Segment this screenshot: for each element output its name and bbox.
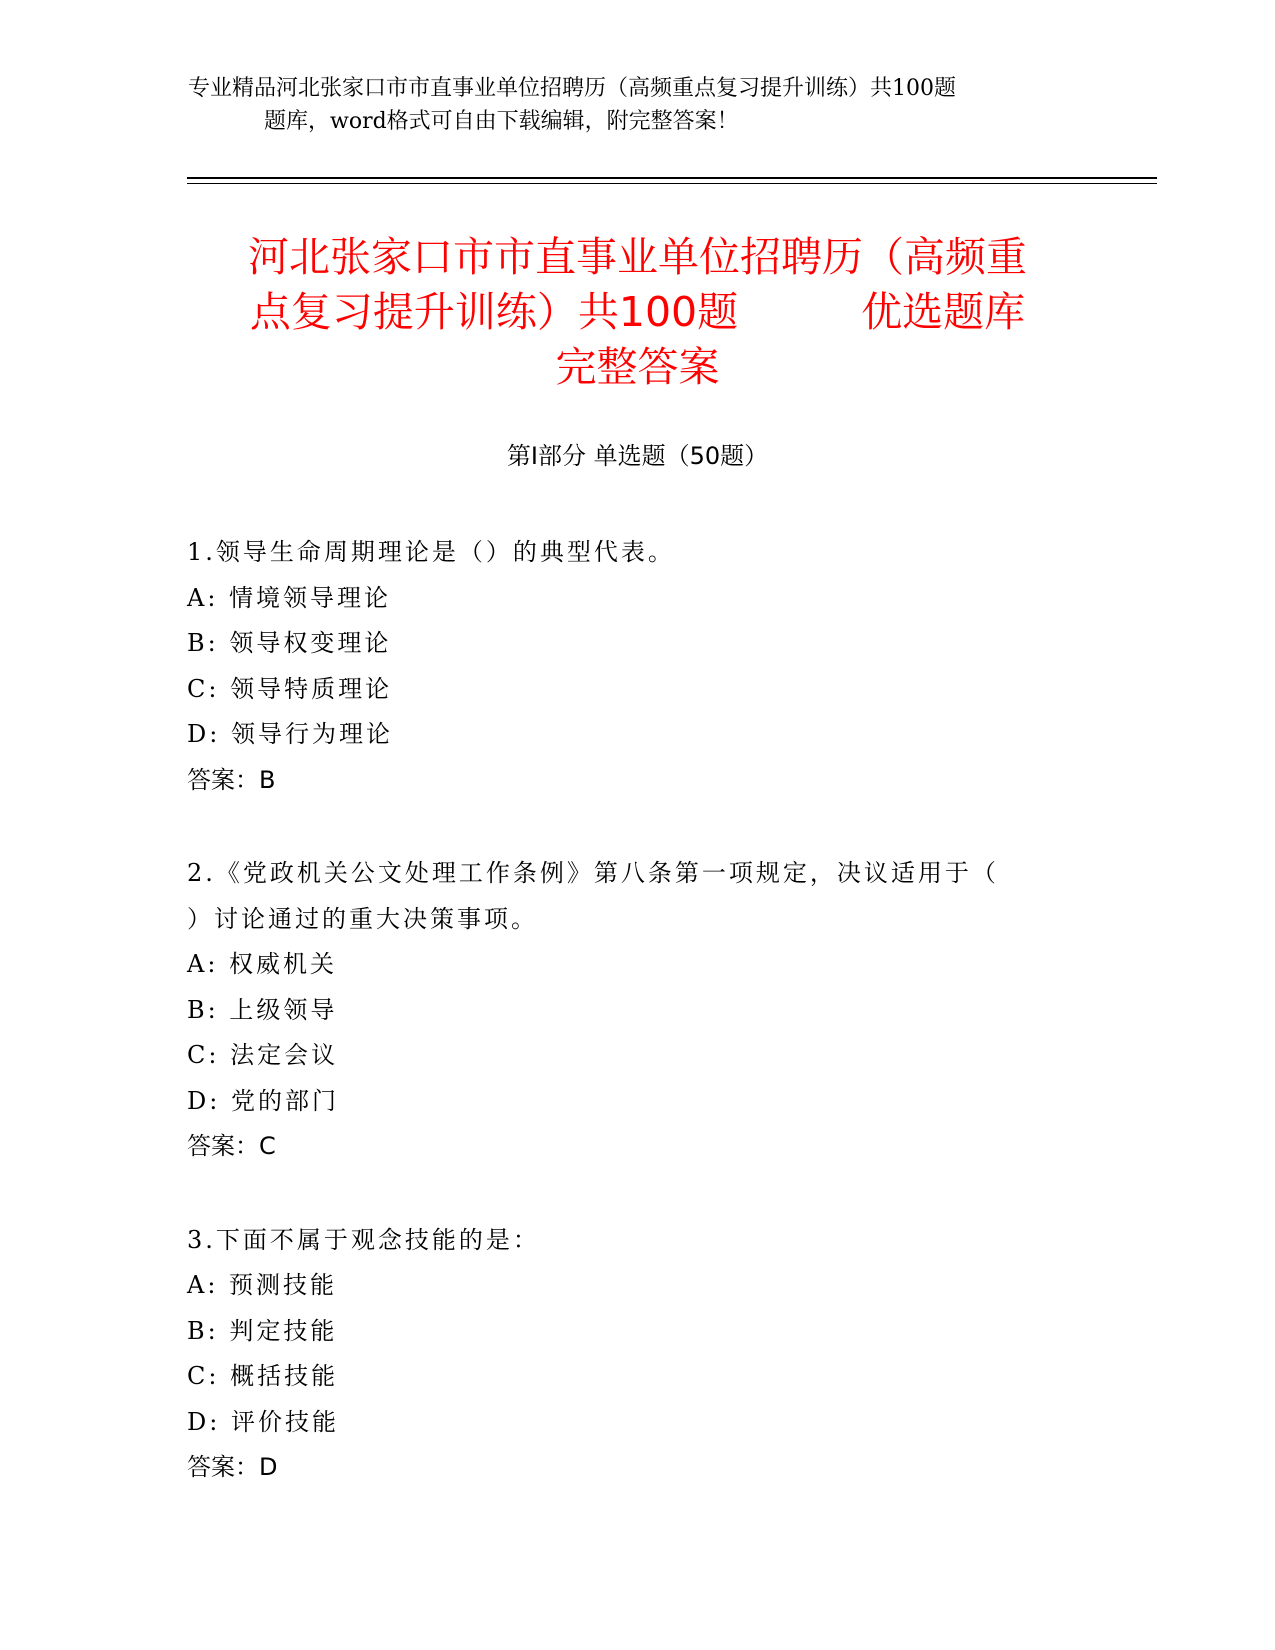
title-line-1: 河北张家口市市直事业单位招聘历（高频重 bbox=[248, 233, 1027, 281]
question-spacer bbox=[187, 803, 1077, 851]
option-d: D: 领导行为理论 bbox=[187, 720, 393, 748]
option-c: C: 法定会议 bbox=[187, 1041, 339, 1069]
question-stem: 1.领导生命周期理论是（）的典型代表。 bbox=[187, 538, 675, 566]
header-line-1: 专业精品河北张家口市市直事业单位招聘历（高频重点复习提升训练）共100题 bbox=[188, 76, 956, 101]
document-header bbox=[188, 72, 1068, 138]
header-rule-thick bbox=[187, 177, 1157, 179]
option-d: D: 评价技能 bbox=[187, 1407, 339, 1436]
question-1 bbox=[187, 530, 1077, 803]
title-line-3: 完整答案 bbox=[555, 343, 720, 391]
answer: 答案：B bbox=[187, 765, 276, 794]
option-c: C: 领导特质理论 bbox=[187, 674, 393, 703]
option-a: A: 情境领导理论 bbox=[187, 583, 392, 612]
header-rule-thin bbox=[187, 183, 1157, 184]
question-2 bbox=[187, 851, 1077, 1170]
question-stem-line-2: ）讨论通过的重大决策事项。 bbox=[187, 904, 538, 933]
question-list bbox=[187, 530, 1077, 1491]
question-stem: 3.下面不属于观念技能的是： bbox=[187, 1225, 540, 1254]
section-title: 第Ⅰ部分 单选题（50题） bbox=[506, 442, 769, 470]
answer: 答案：C bbox=[187, 1132, 276, 1160]
option-a: A: 权威机关 bbox=[187, 950, 338, 978]
option-b: B: 领导权变理论 bbox=[187, 629, 392, 657]
question-stem-line-1: 2.《党政机关公文处理工作条例》第八条第一项规定，决议适用于（ bbox=[187, 859, 999, 887]
title-line-2: 点复习提升训练）共100题 优选题库 bbox=[249, 288, 1026, 336]
option-b: B: 上级领导 bbox=[187, 995, 338, 1024]
option-d: D: 党的部门 bbox=[187, 1086, 339, 1115]
document-title bbox=[195, 230, 1080, 395]
option-b: B: 判定技能 bbox=[187, 1316, 338, 1345]
question-3 bbox=[187, 1218, 1077, 1491]
option-c: C: 概括技能 bbox=[187, 1362, 339, 1390]
header-line-2: 题库，word格式可自由下载编辑，附完整答案！ bbox=[264, 109, 739, 134]
option-a: A: 预测技能 bbox=[187, 1271, 338, 1299]
answer: 答案：D bbox=[187, 1453, 278, 1481]
question-spacer bbox=[187, 1170, 1077, 1218]
